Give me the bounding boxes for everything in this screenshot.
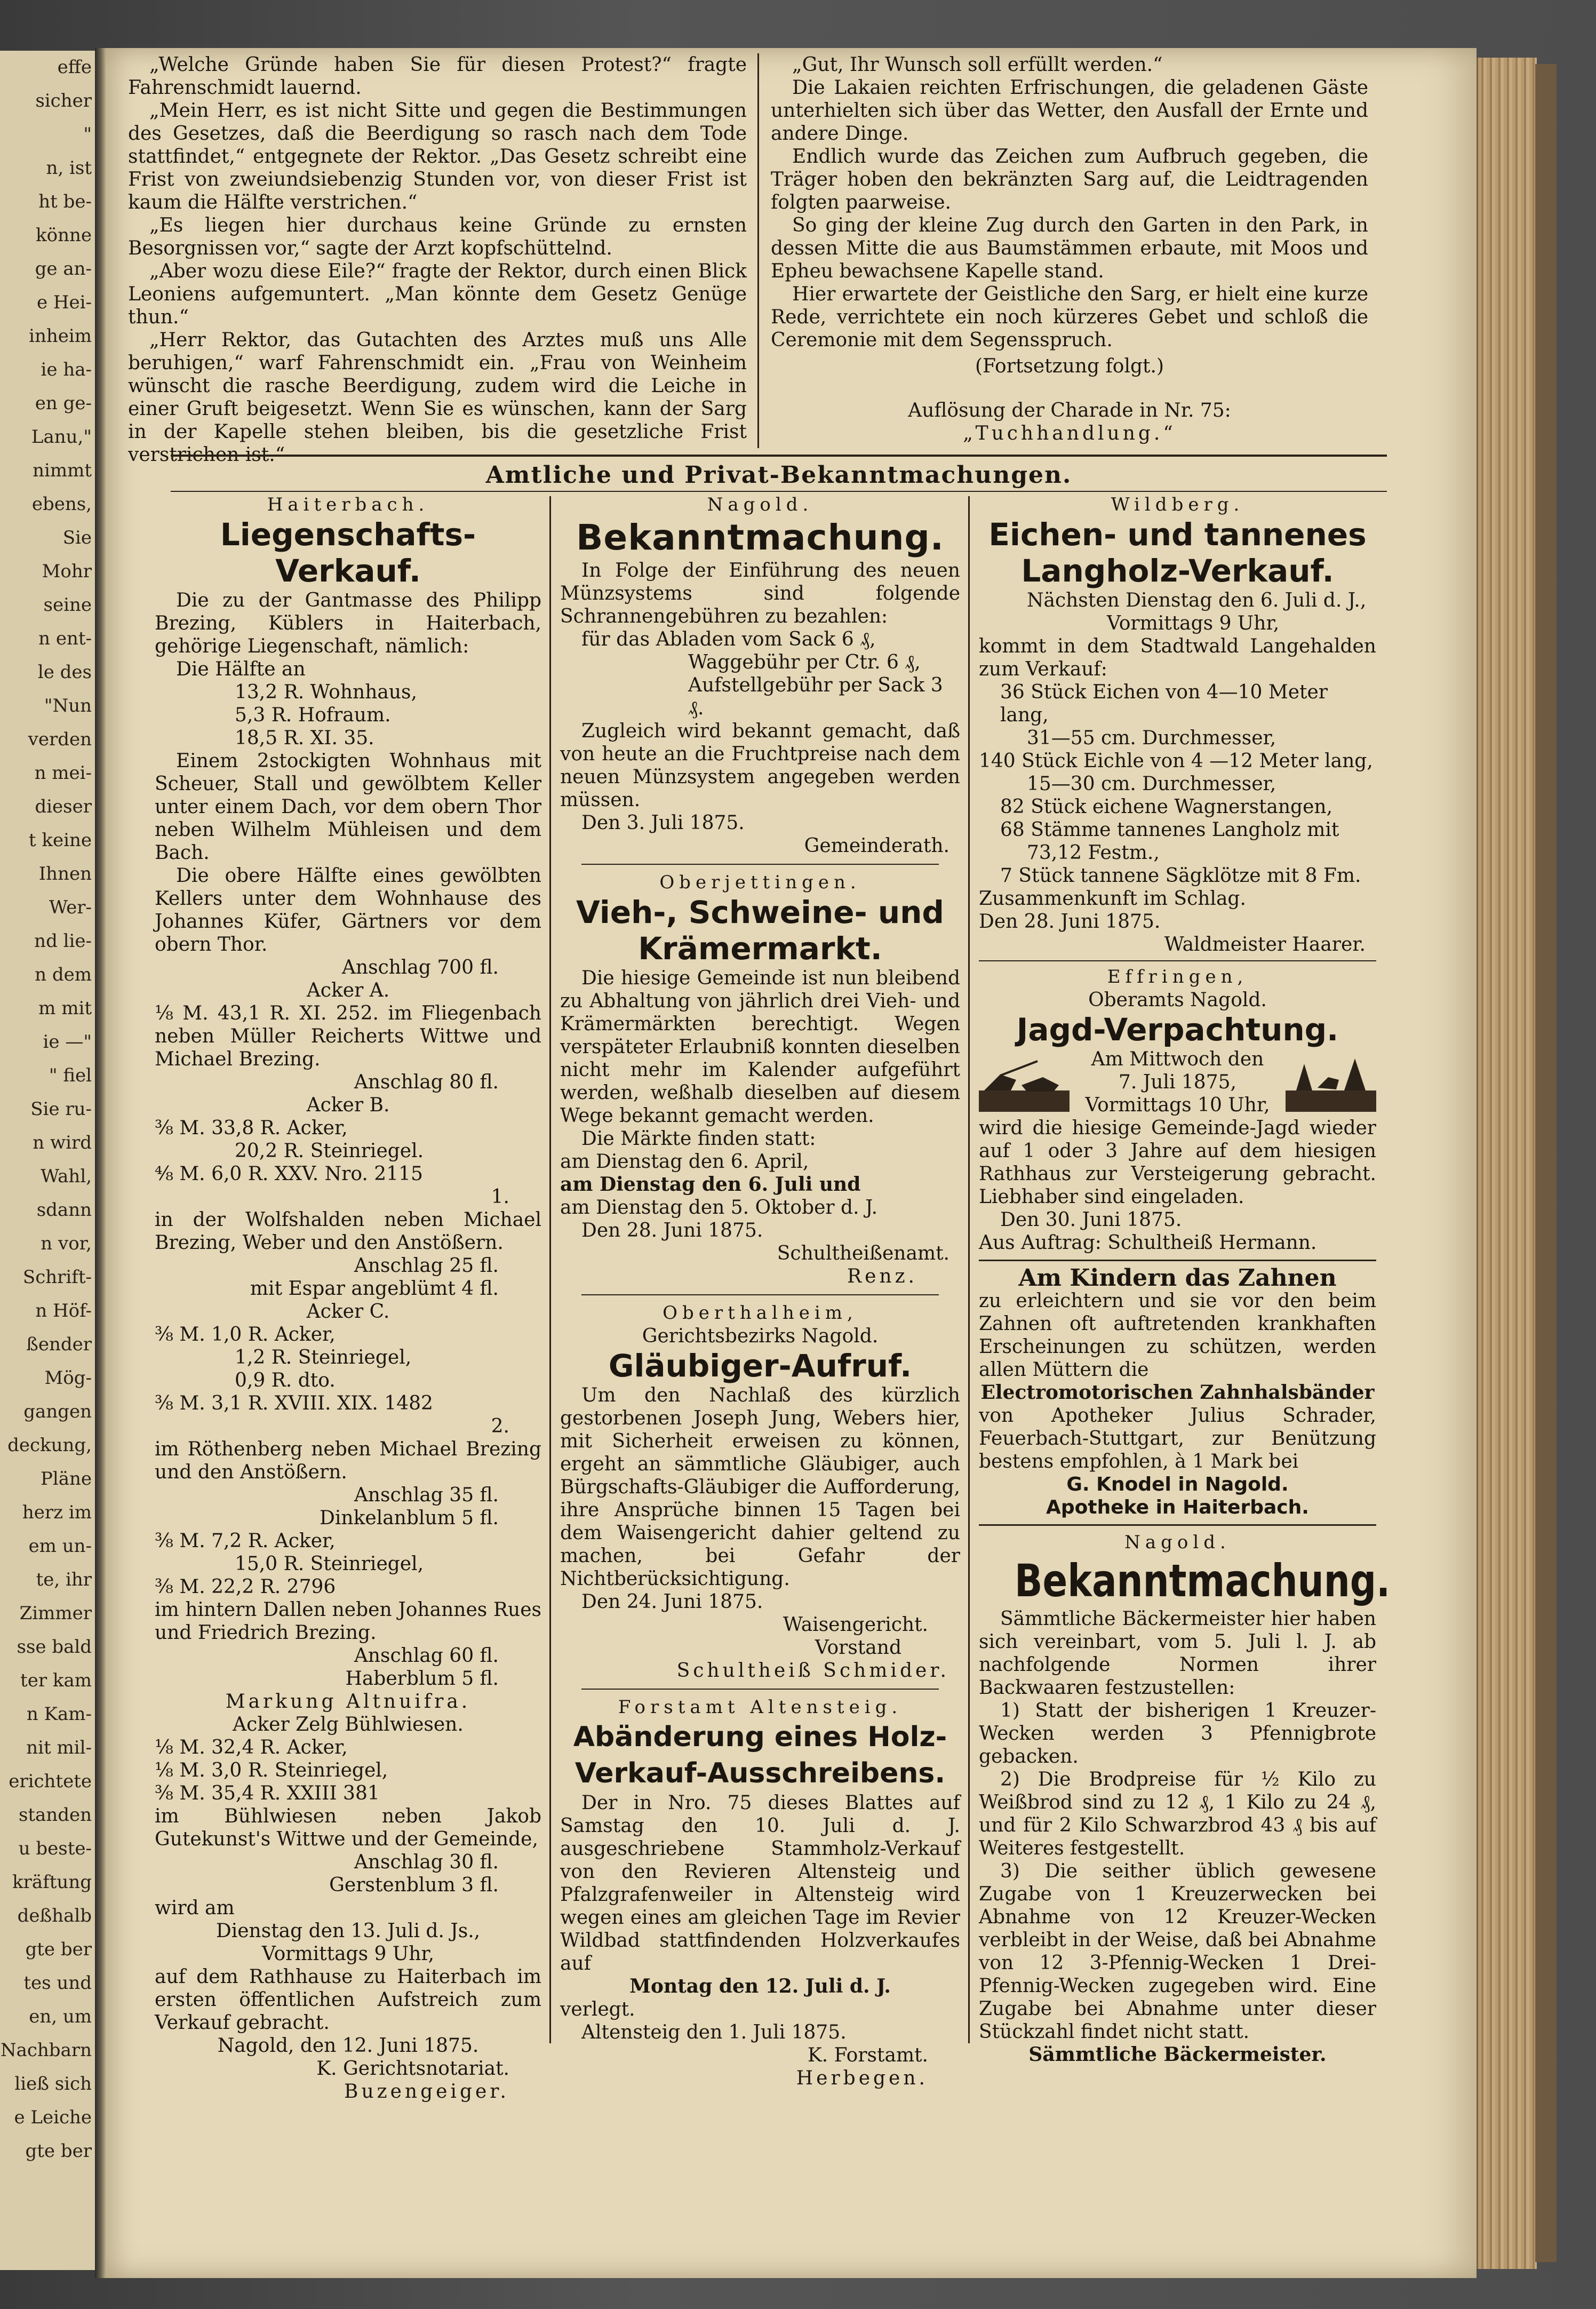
left-page-text-fragment: nd lie- [34,930,92,952]
ad-line: Vormittags 9 Uhr, [261,1943,435,1965]
left-page-text-fragment: ge an- [35,258,92,280]
ad-place: Nagold. [1124,1532,1231,1553]
left-page-text-fragment: Schrift- [22,1267,92,1288]
left-page-text-fragment: " [83,124,92,145]
ad-price: Dinkelanblum 5 fl. [320,1507,499,1529]
left-page-text-fragment: nimmt [33,460,92,481]
ad-price: Anschlag 80 fl. [354,1071,499,1093]
ad-line: 20,2 R. Steinriegel. [235,1140,424,1162]
left-page-text-fragment: u beste- [18,1838,92,1859]
ad-line: Montag den 12. Juli d. J. [629,1975,891,1997]
left-page-text-fragment: m mit [38,998,92,1019]
ad-item: 15—30 cm. Durchmesser, [1027,773,1276,795]
ad-text: wird die hiesige Gemeinde-Jagd wieder auf 1 oder 3 Jahre auf dem hiesigen Rathhaus zur Versteigerung gebracht. Liebhaber sind eingeladen. [979,1117,1376,1208]
ad-price: Anschlag 25 fl. [354,1255,499,1277]
left-page-text-fragment: inheim [29,325,92,347]
ad-item: 68 Stämme tannenes Langholz mit [1000,819,1339,841]
left-page-text-fragment: e Hei- [36,292,92,313]
ad-text: Um den Nachlaß des kürzlich gestorbenen Joseph Jung, Webers hier, mit Sicherheit erweisen zu können, ergeht an sämmtliche Gläubiger, auch Bürgschafts-Gläubiger die Aufforderung, ihre Ansprüche binnen 15 Tagen bei dem Waisengericht dahier geltend zu machen, bei Gefahr der Nichtberücksichtigung. [560,1384,960,1590]
ad-text: im Röthenberg neben Michael Brezing und den Anstößern. [155,1438,541,1483]
ad-signature: Buzengeiger. [344,2081,509,2103]
ad-text: Die hiesige Gemeinde ist nun bleibend zu Abhaltung von jährlich drei Vieh- und Krämermärkten berechtigt. Wegen verspäteter Erlaubniß konnten dieselben nicht mehr im Kalender aufgeführt werden, weßhalb dieselben auf diesem Wege bekannt gemacht werden. [560,967,960,1127]
left-page-text-fragment: ht be- [38,191,92,212]
column-divider-2 [968,496,970,2043]
ad-item: 7 Stück tannene Sägklötze mit 8 Fm. [1000,865,1361,887]
ad-date: Den 3. Juli 1875. [581,812,745,834]
ad-line: 5,3 R. Hofraum. [235,704,391,726]
story-paragraph: Die Lakaien reichten Erfrischungen, die geladenen Gäste unterhielten sich über das Wetter, den Ausfall der Ernte und andere Dinge. [771,77,1368,145]
ad-place: Oberamts Nagold. [1088,989,1267,1011]
story-paragraph: „Es liegen hier durchaus keine Gründe zu ernsten Besorgnissen vor,“ sagte der Arzt kopfschüttelnd. [128,214,747,259]
ad-place: Effringen, [1107,966,1248,988]
left-page-text-fragment: Mög- [44,1367,92,1389]
ad-text: zu erleichtern und sie vor den beim Zahnen oft auftretenden krankhaften Erscheinungen zu schützen, werden allen Müttern die [979,1290,1376,1381]
ad-signature: K. Gerichtsnotariat. [316,2058,509,2080]
ad-line: am Dienstag den 6. April, [560,1151,809,1173]
ad-separator [581,864,939,865]
left-page-text-fragment: t keine [28,830,92,851]
ad-line: 0,9 R. dto. [235,1370,336,1391]
story-paragraph: „Mein Herr, es ist nicht Sitte und gegen die Bestimmungen des Gesetzes, daß die Beerdigung so rasch nach dem Tode stattfindet,“ entgegnete der Rektor. „Das Gesetz schreibt eine Frist von zweiundsiebenzig Stunden vor, von dieser Frist ist kaum die Hälfte verstrichen.“ [128,100,747,213]
left-page-fragment [0,51,96,2270]
ad-place: Wildberg. [1111,494,1244,515]
left-page-text-fragment: n Höf- [35,1300,92,1321]
ad-line: 7. Juli 1875, [1119,1071,1236,1093]
ad-seller: G. Knodel in Nagold. [1066,1474,1289,1495]
left-page-text-fragment: Zimmer [19,1603,92,1624]
left-page-text-fragment: gte ber [25,2140,92,2162]
story-left-column [128,53,747,466]
left-page-text-fragment: sicher [35,90,92,112]
story-paragraph: „Gut, Ihr Wunsch soll erfüllt werden.“ [792,54,1163,76]
ad-item: 140 Stück Eichle von 4 —12 Meter lang, [979,750,1373,772]
story-paragraph: Endlich wurde das Zeichen zum Aufbruch gegeben, die Träger hoben den bekränzten Sarg auf, die Leidtragenden folgten paarweise. [771,146,1368,213]
ad-text: 3) Die seither üblich gewesene Zugabe von 1 Kreuzerwecken bei Abnahme von 12 Kreuzer-Wecken verbleibt in der Weise, daß bei Abnahme von 12 3-Pfennig-Wecken 1 Drei-Pfennig-Wecken zugegeben wird. Eine Zugabe bei Abnahme unter dieser Stückzahl findet nicht statt. [979,1860,1376,2043]
ad-title: Eichen- und tannenes [988,516,1367,553]
ad-line: 2. [491,1415,509,1437]
left-page-text-fragment: deßhalb [17,1905,92,1926]
ad-item: 36 Stück Eichen von 4—10 Meter lang, [1000,681,1328,726]
left-page-text-fragment: n dem [35,964,92,985]
continuation-note: (Fortsetzung folgt.) [975,355,1164,377]
left-page-text-fragment: deckung, [7,1435,92,1456]
section-title: Amtliche und Privat-Bekanntmachungen. [485,461,1072,489]
ad-price: Anschlag 700 fl. [341,957,499,978]
left-page-text-fragment: gte ber [25,1939,92,1960]
ad-text: Der in Nro. 75 dieses Blattes auf Samstag den 10. Juli d. J. ausgeschriebene Stammholz-Verkauf von den Revieren Altensteig und Pfalzgrafenweiler in Altensteig wird wegen eines am gleichen Tage im Revier Wildbad stattfindenden Holzverkaufes auf [560,1792,960,1974]
ad-signature: Herbegen. [796,2067,928,2089]
left-page-text-fragment: seine [43,594,92,616]
story-paragraph: „Aber wozu diese Eile?“ fragte der Rektor, durch einen Blick Leoniens aufgemuntert. „Man könnte dem Gesetz Genüge thun.“ [128,260,747,328]
ad-line: ⅜ M. 3,1 R. XVIII. XIX. 1482 [155,1392,433,1414]
page-edges [1477,58,1537,2269]
ad-date: Den 24. Juni 1875. [581,1591,763,1613]
ad-separator [581,1294,939,1295]
ad-line: 13,2 R. Wohnhaus, [235,681,417,703]
ad-date: Altensteig den 1. Juli 1875. [581,2021,847,2043]
ad-title: Krämermarkt. [638,930,882,967]
ad-text: In Folge der Einführung des neuen Münzsystems sind folgende Schrannengebühren zu bezahlen: [560,560,960,627]
ad-place: Oberjettingen. [659,872,861,893]
ad-text: in der Wolfshalden neben Michael Brezing, Weber und den Anstößern. [155,1209,541,1254]
left-page-text-fragment: gangen [23,1401,92,1422]
ad-date: Den 30. Juni 1875. [1000,1209,1182,1231]
left-page-text-fragment: sse bald [17,1636,92,1658]
left-page-text-fragment: ie ha- [41,359,92,380]
section-rule [171,455,1387,457]
ad-signature: Waldmeister Haarer. [1164,934,1366,956]
ad-line: Am Mittwoch den [1091,1048,1264,1070]
left-page-text-fragment: n Kam- [26,1703,92,1725]
ad-line: Die Hälfte an [176,658,306,680]
ad-title: Vieh-, Schweine- und [576,894,944,930]
left-page-text-fragment: Lanu," [31,426,92,448]
left-page-text-fragment: herz im [22,1502,92,1523]
ad-line: 18,5 R. XI. 35. [235,727,374,749]
column-divider-1 [549,496,551,2043]
ad-text: ⅛ M. 43,1 R. XI. 252. im Fliegenbach neben Müller Reicherts Wittwe und Michael Brezing. [155,1002,541,1070]
ad-text: Zugleich wird bekannt gemacht, daß von heute an die Fruchtpreise nach dem neuen Münzsystem angegeben werden müssen. [560,720,960,811]
ad-item: 82 Stück eichene Wagnerstangen, [1000,796,1333,818]
left-page-text-fragment: ßender [26,1334,92,1355]
left-page-text-fragment: en ge- [35,393,92,414]
ad-text: kommt in dem Stadtwald Langehalden zum Verkauf: [979,635,1376,680]
left-page-text-fragment: tes und [23,1972,92,1994]
left-page-text-fragment: "Nun [44,695,92,716]
ad-text: im hintern Dallen neben Johannes Rues und Friedrich Brezing. [155,1599,541,1644]
ad-title: Langholz-Verkauf. [1021,553,1334,589]
story-paragraph: „Herr Rektor, das Gutachten des Arztes muß uns Alle beruhigen,“ warf Fahrenschmidt ein. „Frau von Weinheim wünscht die rasche Beerdigung, zudem wird die Leiche in einer Gruft beigesetzt. Wenn Sie es wünschen, kann der Sarg in der Kapelle stehen bleiben, bis die gesetzliche Frist verstrichen ist.“ [128,329,747,466]
left-page-text-fragment: Mohr [42,561,92,582]
left-page-text-fragment: n vor, [41,1233,92,1254]
ad-text: 2) Die Brodpreise für ½ Kilo zu Weißbrod sind zu 12 ₰, 1 Kilo zu 24 ₰, und für 2 Kilo Schwarzbrod 43 ₰ bis auf Weiteres festgestellt. [979,1769,1376,1859]
ad-line: am Dienstag den 5. Oktober d. J. [560,1197,878,1219]
ad-line: Die Märkte finden statt: [581,1128,816,1150]
ad-title: Verkauf-Ausschreibens. [574,1757,946,1789]
ad-price: Anschlag 35 fl. [354,1484,499,1506]
left-page-text-fragment: em un- [28,1535,92,1557]
ad-line: für das Abladen vom Sack 6 ₰, [581,628,876,650]
ad-text: auf dem Rathhause zu Haiterbach im ersten öffentlichen Aufstreich zum Verkauf gebracht. [155,1966,541,2034]
left-page-text-fragment: le des [37,662,92,683]
left-page-text-fragment: n, ist [46,157,92,179]
ad-separator [979,1524,1376,1526]
ad-title: Jagd-Verpachtung. [1016,1012,1339,1048]
story-column-divider [757,53,759,448]
charade-solution-label: Auflösung der Charade in Nr. 75: [908,400,1231,421]
left-page-text-fragment: Wahl, [41,1166,92,1187]
ad-date: Den 28. Juni 1875. [979,911,1161,933]
ad-place: Oberthalheim, [663,1302,858,1324]
ad-highlight: Electromotorischen Zahnhalsbänder [980,1381,1375,1404]
left-page-text-fragment: Pläne [40,1468,92,1490]
ad-signature: Sämmtliche Bäckermeister. [1028,2043,1327,2066]
ad-line: Vormittags 9 Uhr, [1107,612,1280,634]
left-page-text-fragment: n wird [33,1132,92,1153]
story-paragraph: So ging der kleine Zug durch den Garten in den Park, in dessen Mitte die aus Baumstämmen erbaute, mit Moos und Epheu bewachsene Kapelle stand. [771,214,1368,282]
ad-text: 1) Statt der bisherigen 1 Kreuzer-Wecken werden 3 Pfennigbrote gebacken. [979,1700,1376,1767]
ad-signature: Gemeinderath. [804,835,949,857]
ad-place: Haiterbach. [267,494,429,515]
left-page-text-fragment: sdann [36,1199,92,1221]
ad-signature: Renz. [847,1265,917,1287]
ad-line: am Dienstag den 6. Juli und [560,1173,861,1196]
book-cover-edge [1535,64,1557,2262]
ad-line: Dienstag den 13. Juli d. Js., [216,1920,481,1942]
ad-line: 1. [491,1186,509,1208]
ad-signature: Waisengericht. [783,1614,928,1636]
ad-line: Aufstellgebühr per Sack 3 ₰. [688,674,943,719]
ad-title: Abänderung eines Holz- [573,1721,947,1753]
ad-line: ⅜ M. 35,4 R. XXIII 381 [155,1782,380,1804]
left-page-text-fragment: ie —" [43,1031,92,1053]
ad-line: Zusammenkunft im Schlag. [979,888,1246,910]
ad-signature: Aus Auftrag: Schultheiß Hermann. [979,1232,1317,1254]
ad-text: Die zu der Gantmasse des Philipp Brezing, Küblers in Haiterbach, gehörige Liegenschaft, nämlich: [155,590,541,657]
left-page-text-fragment: ebens, [31,493,92,515]
ad-subhead: Markung Altnuifra. [225,1691,471,1713]
ad-place: Gerichtsbezirks Nagold. [642,1325,879,1347]
ad-line: ⅛ M. 3,0 R. Steinriegel, [155,1759,388,1781]
ad-text: Einem 2stockigten Wohnhaus mit Scheuer, Stall und gewölbtem Keller unter einem Dach, vor dem obern Thor neben Wilhelm Mühleisen und dem Bach. [155,750,541,864]
ad-line: ⅜ M. 7,2 R. Acker, [155,1530,336,1552]
ad-place: Nagold. [707,494,813,515]
ad-place: Forstamt Altensteig. [618,1697,903,1718]
left-page-text-fragment: Ihnen [38,863,92,885]
left-page-text-fragment: Nachbarn [0,2040,92,2061]
ad-title: Bekanntmachung. [576,517,944,558]
left-page-text-fragment: erichtete [9,1771,92,1792]
charade-solution-answer: „Tuchhandlung.“ [963,423,1176,444]
ad-title: Bekanntmachung. [1015,1555,1391,1607]
ad-price: Anschlag 30 fl. [354,1851,499,1873]
ad-price: Anschlag 60 fl. [354,1645,499,1667]
left-page-text-fragment: verden [28,729,92,750]
ad-text: im Bühlwiesen neben Jakob Gutekunst's Wittwe und der Gemeinde, [155,1805,541,1850]
ad-date: Den 28. Juni 1875. [581,1220,763,1241]
ad-line: ⅜ M. 1,0 R. Acker, [155,1324,336,1345]
ad-title: Am Kindern das Zahnen [1018,1264,1337,1292]
left-page-text-fragment: te, ihr [36,1569,92,1590]
left-page-text-fragment: kräftung [12,1872,92,1893]
ad-line: Waggebühr per Ctr. 6 ₰, [688,651,921,673]
left-page-text-fragment: nit mil- [26,1737,92,1758]
section-rule-bottom [171,491,1387,492]
ad-line: ⅜ M. 22,2 R. 2796 [155,1576,336,1598]
left-page-text-fragment: ter kam [20,1670,92,1691]
left-page-text-fragment: ließ sich [14,2073,92,2095]
left-page-text-fragment: n ent- [38,628,92,649]
ad-line: ⁴⁄₈ M. 6,0 R. XXV. Nro. 2115 [155,1163,423,1185]
left-page-text-fragment: dieser [35,796,92,817]
ad-line: wird am [155,1897,235,1919]
ad-signature: Vorstand [815,1637,901,1659]
book-gutter [95,48,107,2278]
ad-signature: K. Forstamt. [807,2044,928,2066]
story-right-column [771,53,1368,445]
left-page-text-fragment: n mei- [34,762,92,784]
ad-text: Sämmtliche Bäckermeister hier haben sich vereinbart, vom 5. Juli l. J. ab nachfolgende Normen ihrer Backwaaren festzustellen: [979,1608,1376,1699]
ad-line: Vormittags 10 Uhr, [1085,1094,1270,1116]
ad-item: 31—55 cm. Durchmesser, [1027,727,1276,749]
left-page-text-fragment: Sie [62,527,92,548]
ad-subhead: Acker A. [306,980,390,1001]
ad-price: Haberblum 5 fl. [345,1668,499,1690]
ad-seller: Apotheke in Haiterbach. [1046,1496,1309,1518]
left-page-text-fragment: Sie ru- [30,1098,92,1120]
ad-line: verlegt. [560,1999,635,2020]
ad-subhead: Acker B. [306,1094,390,1116]
ad-price: Gerstenblum 3 fl. [329,1874,499,1896]
left-page-text-fragment: könne [36,225,92,246]
left-page-text-fragment: en, um [29,2006,92,2027]
ad-text: Die obere Hälfte eines gewölbten Kellers unter dem Wohnhause des Johannes Küfer, Gärtners vor dem obern Thor. [155,865,541,956]
left-page-text-fragment: " fiel [49,1065,92,1086]
ad-line: Nächsten Dienstag den 6. Juli d. J., [1027,590,1367,611]
ad-text: von Apotheker Julius Schrader, Feuerbach-Stuttgart, zur Benützung bestens empfohlen, à 1 Mark bei [979,1405,1376,1472]
left-page-text-fragment: Wer- [49,897,92,918]
ad-title: Liegenschafts-Verkauf. [220,516,476,589]
ad-line: 1,2 R. Steinriegel, [235,1347,412,1368]
ad-signature: Schultheiß Schmider. [676,1660,949,1682]
story-paragraph: Hier erwartete der Geistliche den Sarg, er hielt eine kurze Rede, verrichtete ein noch kürzeres Gebet und schloß die Ceremonie mit dem Segensspruch. [771,283,1368,351]
ad-item: 73,12 Festm., [1027,842,1160,864]
ads-column-2 [560,493,960,2090]
ad-line: 15,0 R. Steinriegel, [235,1553,424,1575]
ad-separator [581,1689,939,1690]
forest-deer-illustration [1286,1053,1376,1112]
ads-column-3 [979,493,1391,2066]
left-page-text-fragment: e Leiche [14,2107,92,2128]
ad-subhead: Acker C. [306,1301,390,1323]
ad-title: Gläubiger-Aufruf. [608,1348,912,1384]
ad-separator [979,960,1376,961]
ad-signature: Schultheißenamt. [777,1243,949,1264]
ad-separator [979,1260,1376,1261]
ad-subhead: Acker Zelg Bühlwiesen. [233,1714,464,1735]
ad-line: ⅜ M. 33,8 R. Acker, [155,1117,348,1139]
ad-price: mit Espar angeblümt 4 fl. [250,1278,499,1300]
story-paragraph: „Welche Gründe haben Sie für diesen Protest?“ fragte Fahrenschmidt lauernd. [128,54,747,99]
left-page-text-fragment: effe [57,57,92,78]
ad-date: Nagold, den 12. Juni 1875. [217,2035,479,2057]
ad-line: ⅛ M. 32,4 R. Acker, [155,1737,348,1758]
ad-property-sale [155,493,541,2103]
hunter-dog-illustration [979,1053,1070,1112]
left-page-text-fragment: standen [18,1804,92,1826]
